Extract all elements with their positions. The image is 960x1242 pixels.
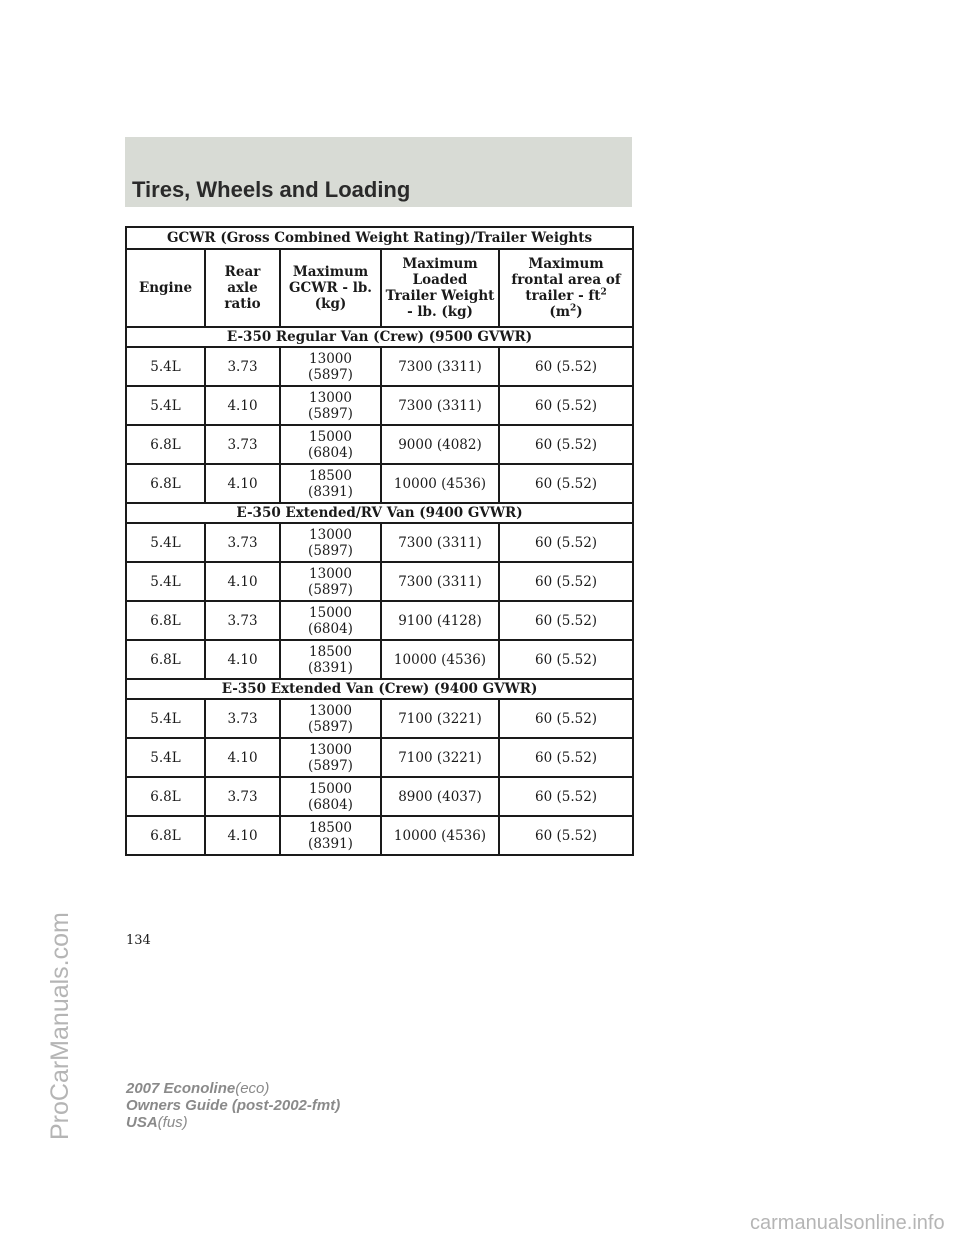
cell-gcwr-lb: 18500 xyxy=(309,819,352,836)
cell-gcwr-lb: 13000 xyxy=(309,565,352,582)
table-body xyxy=(126,327,633,855)
group-row xyxy=(126,503,633,523)
table-row xyxy=(126,640,633,679)
cell-gcwr-lb: 13000 xyxy=(309,702,352,719)
group-heading: E-350 Extended Van (Crew) (9400 GVWR) xyxy=(126,679,633,699)
table-title-row xyxy=(126,227,633,249)
col-header-axle xyxy=(205,249,280,327)
cell-gcwr-kg: (5897) xyxy=(308,366,353,383)
col-header-frontal-area xyxy=(499,249,633,327)
footer-guide: Owners Guide (post-2002-fmt) xyxy=(126,1097,341,1114)
cell-frontal-area: 60 (5.52) xyxy=(499,386,633,425)
bottom-watermark: carmanualsonline.info xyxy=(750,1212,945,1234)
table-row xyxy=(126,601,633,640)
col-header-line xyxy=(502,304,630,320)
cell-trailer-weight: 10000 (4536) xyxy=(381,640,499,679)
col-header-line: axle xyxy=(227,280,258,296)
cell-engine: 6.8L xyxy=(126,640,205,679)
col-header-line: GCWR - lb. xyxy=(289,280,372,296)
cell-frontal-area: 60 (5.52) xyxy=(499,816,633,855)
cell-frontal-area: 60 (5.52) xyxy=(499,699,633,738)
cell-gcwr-kg: (5897) xyxy=(308,405,353,422)
cell-trailer-weight: 8900 (4037) xyxy=(381,777,499,816)
cell-trailer-weight: 10000 (4536) xyxy=(381,464,499,503)
cell-gcwr xyxy=(280,347,381,386)
cell-axle-ratio: 3.73 xyxy=(205,347,280,386)
cell-trailer-weight: 7300 (3311) xyxy=(381,523,499,562)
cell-gcwr-kg: (6804) xyxy=(308,620,353,637)
cell-trailer-weight: 7300 (3311) xyxy=(381,386,499,425)
table-row xyxy=(126,425,633,464)
superscript: 2 xyxy=(570,303,577,314)
table-row xyxy=(126,699,633,738)
cell-frontal-area: 60 (5.52) xyxy=(499,640,633,679)
col-header-gcwr xyxy=(280,249,381,327)
cell-gcwr xyxy=(280,386,381,425)
cell-gcwr xyxy=(280,464,381,503)
group-heading: E-350 Extended/RV Van (9400 GVWR) xyxy=(126,503,633,523)
cell-gcwr-lb: 18500 xyxy=(309,467,352,484)
col-header-text: ) xyxy=(576,304,583,320)
col-header-trailer-weight xyxy=(381,249,499,327)
cell-engine: 6.8L xyxy=(126,601,205,640)
cell-trailer-weight: 7300 (3311) xyxy=(381,347,499,386)
col-header-line: - lb. (kg) xyxy=(407,304,473,320)
group-row xyxy=(126,679,633,699)
cell-frontal-area: 60 (5.52) xyxy=(499,601,633,640)
table-row xyxy=(126,777,633,816)
cell-gcwr-lb: 13000 xyxy=(309,741,352,758)
section-header-band xyxy=(125,137,632,207)
col-header-line: frontal area of xyxy=(511,272,621,288)
cell-gcwr-lb: 13000 xyxy=(309,389,352,406)
cell-gcwr-kg: (6804) xyxy=(308,796,353,813)
table-row xyxy=(126,523,633,562)
footer-model-code: (eco) xyxy=(235,1080,270,1097)
cell-gcwr-kg: (5897) xyxy=(308,757,353,774)
col-header-line: Loaded xyxy=(412,272,468,288)
col-header-text: trailer - ft xyxy=(525,288,601,304)
col-header-text: (m xyxy=(549,304,571,320)
cell-engine: 6.8L xyxy=(126,425,205,464)
footer-line-3 xyxy=(126,1114,340,1131)
footer-market-code: (fus) xyxy=(157,1114,188,1131)
cell-frontal-area: 60 (5.52) xyxy=(499,777,633,816)
cell-axle-ratio: 3.73 xyxy=(205,699,280,738)
cell-gcwr xyxy=(280,562,381,601)
cell-gcwr-kg: (6804) xyxy=(308,444,353,461)
cell-engine: 5.4L xyxy=(126,523,205,562)
cell-trailer-weight: 9000 (4082) xyxy=(381,425,499,464)
document-footer xyxy=(126,1080,340,1131)
section-title: Tires, Wheels and Loading xyxy=(132,177,411,202)
col-header-line: Maximum xyxy=(402,256,478,272)
page-number: 134 xyxy=(126,933,151,948)
cell-frontal-area: 60 (5.52) xyxy=(499,562,633,601)
footer-line-2 xyxy=(126,1097,340,1114)
footer-market: USA xyxy=(126,1114,158,1131)
cell-gcwr xyxy=(280,425,381,464)
cell-axle-ratio: 3.73 xyxy=(205,777,280,816)
cell-axle-ratio: 4.10 xyxy=(205,386,280,425)
superscript: 2 xyxy=(600,287,607,298)
col-header-engine: Engine xyxy=(126,249,205,327)
table-row xyxy=(126,464,633,503)
col-header-line: Maximum xyxy=(528,256,604,272)
cell-gcwr xyxy=(280,816,381,855)
group-row xyxy=(126,327,633,347)
cell-axle-ratio: 4.10 xyxy=(205,816,280,855)
cell-engine: 6.8L xyxy=(126,816,205,855)
cell-frontal-area: 60 (5.52) xyxy=(499,347,633,386)
cell-gcwr-kg: (8391) xyxy=(308,835,353,852)
cell-gcwr-lb: 15000 xyxy=(309,780,352,797)
col-header-line: (kg) xyxy=(314,296,347,312)
footer-line-1 xyxy=(126,1080,340,1097)
cell-axle-ratio: 3.73 xyxy=(205,601,280,640)
cell-gcwr-lb: 15000 xyxy=(309,428,352,445)
table-row xyxy=(126,816,633,855)
cell-engine: 5.4L xyxy=(126,738,205,777)
cell-trailer-weight: 9100 (4128) xyxy=(381,601,499,640)
gcwr-table xyxy=(125,226,634,856)
cell-axle-ratio: 4.10 xyxy=(205,562,280,601)
cell-axle-ratio: 3.73 xyxy=(205,523,280,562)
table-row xyxy=(126,347,633,386)
cell-gcwr xyxy=(280,777,381,816)
cell-axle-ratio: 4.10 xyxy=(205,738,280,777)
footer-model: 2007 Econoline xyxy=(126,1080,236,1097)
cell-axle-ratio: 4.10 xyxy=(205,640,280,679)
cell-gcwr xyxy=(280,601,381,640)
cell-axle-ratio: 4.10 xyxy=(205,464,280,503)
cell-engine: 5.4L xyxy=(126,386,205,425)
cell-frontal-area: 60 (5.52) xyxy=(499,464,633,503)
side-watermark: ProCarManuals.com xyxy=(46,912,74,1140)
cell-gcwr-lb: 13000 xyxy=(309,350,352,367)
table-row xyxy=(126,738,633,777)
cell-frontal-area: 60 (5.52) xyxy=(499,523,633,562)
group-heading: E-350 Regular Van (Crew) (9500 GVWR) xyxy=(126,327,633,347)
cell-gcwr-kg: (5897) xyxy=(308,581,353,598)
cell-trailer-weight: 7300 (3311) xyxy=(381,562,499,601)
table-title: GCWR (Gross Combined Weight Rating)/Trailer Weights xyxy=(126,227,633,249)
col-header-line xyxy=(502,288,630,304)
cell-engine: 6.8L xyxy=(126,464,205,503)
cell-gcwr-lb: 18500 xyxy=(309,643,352,660)
col-header-line: Maximum xyxy=(292,264,369,280)
cell-engine: 5.4L xyxy=(126,347,205,386)
cell-engine: 6.8L xyxy=(126,777,205,816)
cell-gcwr-lb: 15000 xyxy=(309,604,352,621)
cell-gcwr-lb: 13000 xyxy=(309,526,352,543)
cell-gcwr-kg: (8391) xyxy=(308,659,353,676)
cell-axle-ratio: 3.73 xyxy=(205,425,280,464)
cell-gcwr-kg: (5897) xyxy=(308,542,353,559)
cell-gcwr xyxy=(280,523,381,562)
cell-gcwr xyxy=(280,738,381,777)
cell-trailer-weight: 7100 (3221) xyxy=(381,738,499,777)
cell-frontal-area: 60 (5.52) xyxy=(499,425,633,464)
table-row xyxy=(126,562,633,601)
cell-gcwr xyxy=(280,699,381,738)
cell-trailer-weight: 10000 (4536) xyxy=(381,816,499,855)
cell-gcwr-kg: (5897) xyxy=(308,718,353,735)
table-row xyxy=(126,386,633,425)
cell-trailer-weight: 7100 (3221) xyxy=(381,699,499,738)
cell-gcwr-kg: (8391) xyxy=(308,483,353,500)
column-header-row xyxy=(126,249,633,327)
cell-gcwr xyxy=(280,640,381,679)
col-header-line: Trailer Weight xyxy=(385,288,495,304)
cell-engine: 5.4L xyxy=(126,699,205,738)
col-header-line: ratio xyxy=(224,296,261,312)
cell-frontal-area: 60 (5.52) xyxy=(499,738,633,777)
col-header-line: Rear xyxy=(224,264,261,280)
cell-engine: 5.4L xyxy=(126,562,205,601)
